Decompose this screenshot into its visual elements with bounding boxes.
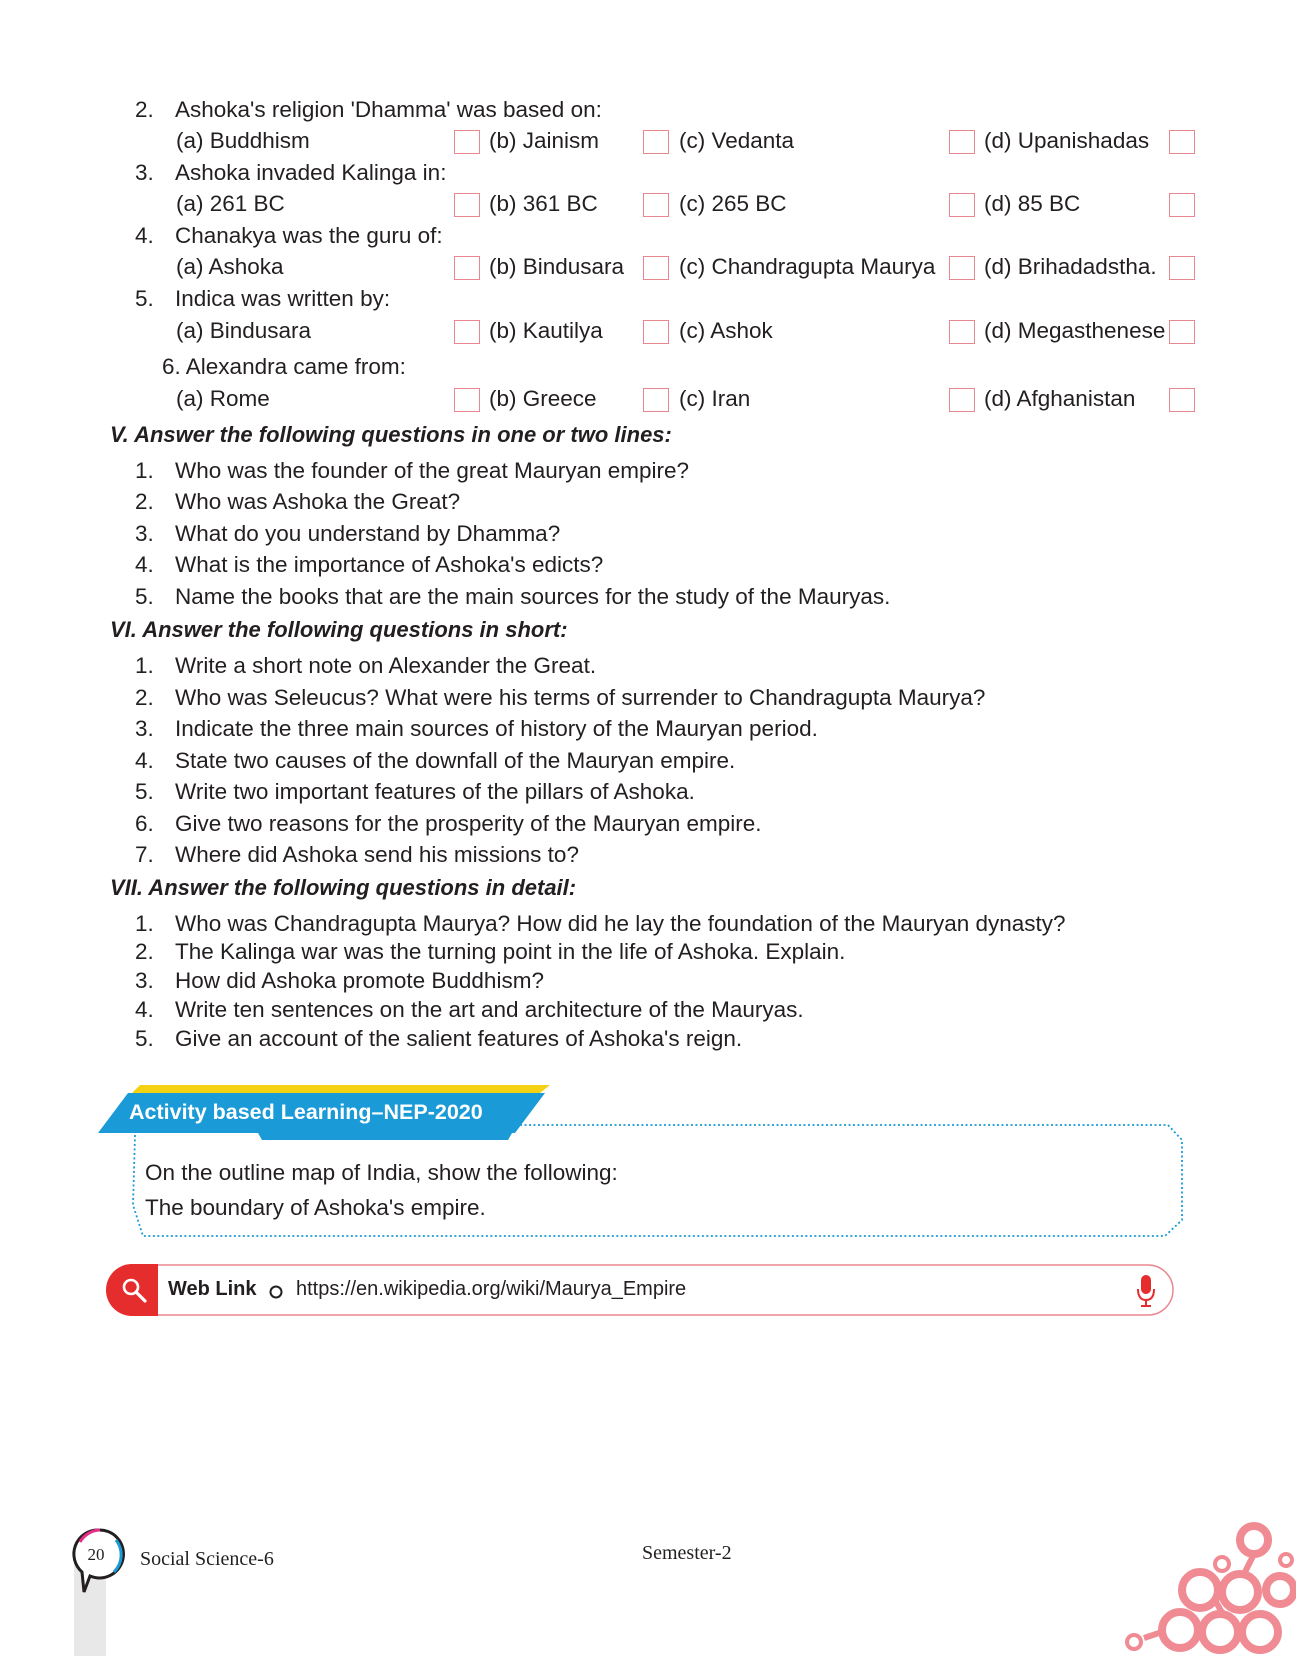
item-number: 6.	[135, 811, 154, 836]
item-text: What is the importance of Ashoka's edicts?	[175, 552, 604, 577]
item-text: Write a short note on Alexander the Great.	[175, 653, 597, 678]
section-6-heading: VI. Answer the following questions in short:	[110, 617, 568, 642]
option-a: (a) Rome	[176, 386, 270, 411]
item-number: 4.	[135, 997, 154, 1022]
option-b: (b) Jainism	[489, 128, 600, 153]
item-number: 3.	[135, 716, 154, 741]
activity-banner-accent	[258, 1133, 512, 1140]
option-c: (c) 265 BC	[679, 191, 787, 216]
item-text: State two causes of the downfall of the Mauryan empire.	[175, 748, 736, 773]
item-number: 1.	[135, 458, 154, 483]
section-7-heading: VII. Answer the following questions in detail:	[110, 875, 577, 900]
page-number: 20	[87, 1545, 105, 1564]
item-text: What do you understand by Dhamma?	[175, 521, 561, 546]
item-number: 5.	[135, 584, 154, 609]
microphone-icon[interactable]	[1136, 1274, 1156, 1308]
item-number: 2.	[135, 939, 154, 964]
activity-line-2: The boundary of Ashoka's empire.	[145, 1195, 486, 1220]
question-number: 4.	[135, 223, 154, 248]
activity-title: Activity based Learning–NEP-2020	[129, 1100, 483, 1124]
item-text: Indicate the three main sources of history of the Mauryan period.	[175, 716, 818, 741]
item-number: 4.	[135, 552, 154, 577]
footer-book-title: Social Science-6	[140, 1548, 274, 1570]
item-number: 5.	[135, 779, 154, 804]
item-text: How did Ashoka promote Buddhism?	[175, 968, 544, 993]
option-d: (d) Megasthenese	[984, 318, 1166, 343]
option-b: (b) 361 BC	[489, 191, 598, 216]
option-c: (c) Chandragupta Maurya	[679, 254, 936, 279]
item-number: 1.	[135, 653, 154, 678]
item-number: 1.	[135, 911, 154, 936]
question-number: 6.	[162, 354, 181, 379]
question-text: Ashoka's religion 'Dhamma' was based on:	[175, 97, 602, 122]
decorative-circles	[1120, 1520, 1296, 1656]
bullet-circle-icon	[268, 1284, 284, 1300]
item-number: 2.	[135, 489, 154, 514]
option-c: (c) Vedanta	[679, 128, 795, 153]
item-number: 3.	[135, 968, 154, 993]
web-link-bar[interactable]	[106, 1264, 1174, 1316]
option-b: (b) Bindusara	[489, 254, 625, 279]
item-text: The Kalinga war was the turning point in the life of Ashoka. Explain.	[175, 939, 846, 964]
option-a: (a) 261 BC	[176, 191, 285, 216]
item-text: Give two reasons for the prosperity of the Mauryan empire.	[175, 811, 762, 836]
item-number: 3.	[135, 521, 154, 546]
option-d: (d) Upanishadas	[984, 128, 1150, 153]
activity-yellow-stripe	[132, 1085, 550, 1093]
footer-semester: Semester-2	[642, 1542, 732, 1564]
question-text: Alexandra came from:	[185, 354, 406, 379]
option-d: (d) Brihadadstha.	[984, 254, 1157, 279]
item-number: 5.	[135, 1026, 154, 1051]
option-b: (b) Greece	[489, 386, 597, 411]
item-text: Who was Chandragupta Maurya? How did he lay the foundation of the Mauryan dynasty?	[175, 911, 1066, 936]
question-number: 5.	[135, 286, 154, 311]
search-icon[interactable]	[121, 1277, 149, 1305]
item-number: 2.	[135, 685, 154, 710]
option-c: (c) Iran	[679, 386, 751, 411]
option-d: (d) 85 BC	[984, 191, 1081, 216]
item-text: Where did Ashoka send his missions to?	[175, 842, 579, 867]
item-text: Name the books that are the main sources for the study of the Mauryas.	[175, 584, 891, 609]
option-a: (a) Bindusara	[176, 318, 312, 343]
activity-line-1: On the outline map of India, show the following:	[145, 1160, 618, 1185]
item-text: Write ten sentences on the art and architecture of the Mauryas.	[175, 997, 804, 1022]
option-a: (a) Buddhism	[176, 128, 310, 153]
question-text: Chanakya was the guru of:	[175, 223, 443, 248]
item-text: Who was Ashoka the Great?	[175, 489, 461, 514]
option-c: (c) Ashok	[679, 318, 773, 343]
item-text: Give an account of the salient features of Ashoka's reign.	[175, 1026, 743, 1051]
web-link-url[interactable]: https://en.wikipedia.org/wiki/Maurya_Empire	[296, 1278, 687, 1300]
section-5-heading: V. Answer the following questions in one or two lines:	[110, 422, 672, 447]
question-number: 3.	[135, 160, 154, 185]
item-number: 7.	[135, 842, 154, 867]
item-text: Who was the founder of the great Mauryan empire?	[175, 458, 690, 483]
question-text: Ashoka invaded Kalinga in:	[175, 160, 447, 185]
question-number: 2.	[135, 97, 154, 122]
item-text: Who was Seleucus? What were his terms of surrender to Chandragupta Maurya?	[175, 685, 986, 710]
option-a: (a) Ashoka	[176, 254, 284, 279]
option-b: (b) Kautilya	[489, 318, 603, 343]
item-text: Write two important features of the pillars of Ashoka.	[175, 779, 695, 804]
item-number: 4.	[135, 748, 154, 773]
web-link-label: Web Link	[168, 1278, 257, 1300]
question-text: Indica was written by:	[175, 286, 391, 311]
option-d: (d) Afghanistan	[984, 386, 1136, 411]
